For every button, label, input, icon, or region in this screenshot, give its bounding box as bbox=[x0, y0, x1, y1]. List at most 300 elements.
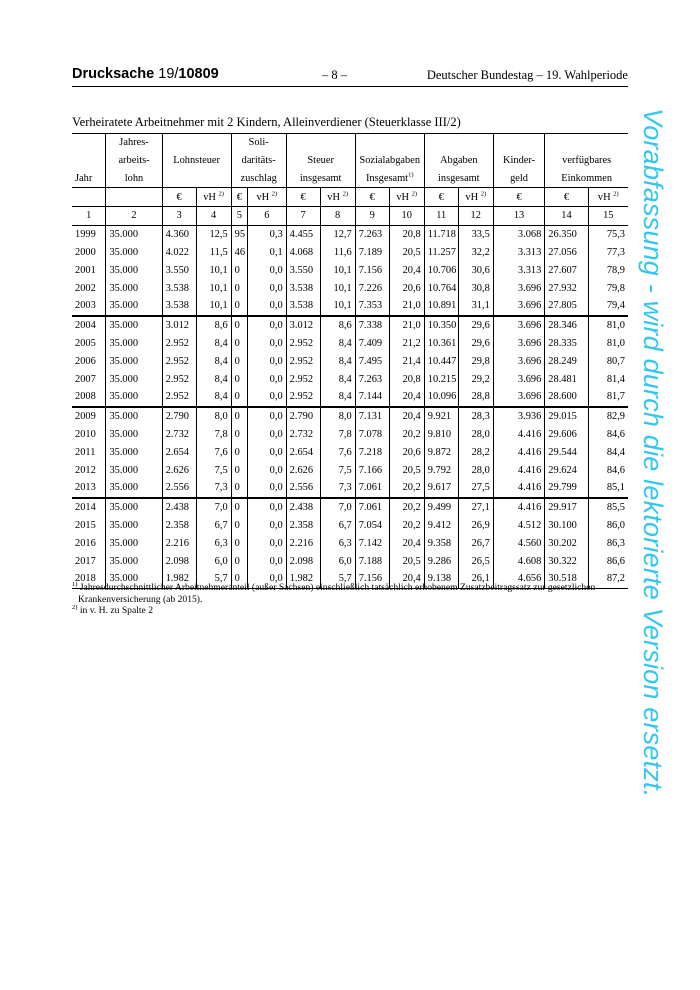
table-row bbox=[72, 479, 628, 498]
table-cell: 7,8 bbox=[320, 426, 355, 444]
table-cell: 35.000 bbox=[106, 535, 162, 553]
table-cell: 30.100 bbox=[545, 517, 588, 535]
table-cell: 7.078 bbox=[355, 426, 389, 444]
table-cell: 4.656 bbox=[493, 570, 545, 588]
table-cell: 10,1 bbox=[196, 279, 231, 297]
table-cell: 77,3 bbox=[606, 246, 625, 258]
table-cell: 27.932 bbox=[545, 279, 588, 297]
unit-euro: € bbox=[162, 188, 196, 207]
table-cell: 28.481 bbox=[545, 370, 588, 388]
footnote-2 bbox=[72, 605, 628, 617]
table-cell: 12,5 bbox=[196, 225, 231, 243]
table-cell: 10.215 bbox=[424, 370, 458, 388]
table-cell: 7.218 bbox=[355, 444, 389, 462]
table-cell: 21,2 bbox=[389, 335, 424, 353]
table-cell: 20,4 bbox=[389, 407, 424, 426]
table-cell: 0,0 bbox=[248, 498, 287, 517]
column-number-row bbox=[72, 207, 628, 226]
table-cell: 3.068 bbox=[493, 225, 545, 243]
table-cell: 10,1 bbox=[320, 262, 355, 280]
table-row bbox=[72, 353, 628, 371]
table-cell: 2.732 bbox=[162, 426, 196, 444]
table-cell: 2.952 bbox=[286, 335, 320, 353]
table-cell: 2.790 bbox=[162, 407, 196, 426]
watermark-text: Vorabfassung - wird durch die lektorierte Version ersetzt. bbox=[638, 108, 668, 798]
table-cell: 4.608 bbox=[493, 552, 545, 570]
table-cell: 2.626 bbox=[286, 461, 320, 479]
unit-vh-text: vH bbox=[203, 191, 216, 203]
table-cell: 9.138 bbox=[424, 570, 458, 588]
table-cell: 8,0 bbox=[196, 407, 231, 426]
table-cell: 2.732 bbox=[286, 426, 320, 444]
table-cell: 1.982 bbox=[286, 570, 320, 588]
table-cell: 7,0 bbox=[196, 498, 231, 517]
table-cell: 20,5 bbox=[389, 552, 424, 570]
table-cell: 2010 bbox=[72, 426, 106, 444]
unit-vh bbox=[248, 188, 287, 207]
table-cell: 79,4 bbox=[606, 300, 625, 312]
table-cell: 27,1 bbox=[458, 498, 493, 517]
header-abgaben-1: Abgaben bbox=[424, 152, 493, 170]
table-cell: 9.286 bbox=[424, 552, 458, 570]
table-cell: 2012 bbox=[72, 461, 106, 479]
table-cell: 0,0 bbox=[248, 335, 287, 353]
table-cell: 2.556 bbox=[286, 479, 320, 498]
table-cell: 0 bbox=[231, 262, 247, 280]
table-cell: 84,6 bbox=[606, 428, 625, 440]
unit-euro: € bbox=[545, 188, 588, 207]
table-cell: 9.792 bbox=[424, 461, 458, 479]
table-cell: 30.518 bbox=[545, 570, 588, 588]
table-cell: 2006 bbox=[72, 353, 106, 371]
table-cell: 20,5 bbox=[389, 244, 424, 262]
table-cell: 8,4 bbox=[196, 388, 231, 407]
table-cell: 85,1 bbox=[606, 482, 625, 494]
table-cell: 0,3 bbox=[248, 225, 287, 243]
table-cell: 2.216 bbox=[162, 535, 196, 553]
table-cell: 20,2 bbox=[389, 479, 424, 498]
table-cell: 2.952 bbox=[162, 353, 196, 371]
table-cell: 20,8 bbox=[389, 370, 424, 388]
table-cell: 3.696 bbox=[493, 297, 545, 316]
table-cell: 4.360 bbox=[162, 225, 196, 243]
table-cell: 20,2 bbox=[389, 426, 424, 444]
unit-euro: € bbox=[231, 188, 247, 207]
table-cell: 81,4 bbox=[606, 373, 625, 385]
col-number: 3 bbox=[162, 207, 196, 226]
table-cell: 0,0 bbox=[248, 370, 287, 388]
header-row-1 bbox=[72, 134, 628, 152]
doc-number-prefix: 19/ bbox=[158, 66, 179, 82]
table-cell: 46 bbox=[231, 244, 247, 262]
header-jahresarbeitslohn-1: Jahres- bbox=[106, 134, 162, 152]
col-number: 5 bbox=[231, 207, 247, 226]
unit-euro: € bbox=[424, 188, 458, 207]
table-cell: 6,0 bbox=[196, 552, 231, 570]
table-cell: 84,6 bbox=[606, 464, 625, 476]
col-number: 14 bbox=[545, 207, 588, 226]
table-cell: 35.000 bbox=[106, 444, 162, 462]
header-row-2 bbox=[72, 152, 628, 170]
doc-type: Drucksache bbox=[72, 66, 155, 82]
table-cell: 7.189 bbox=[355, 244, 389, 262]
table-cell: 10.706 bbox=[424, 262, 458, 280]
table-cell: 21,0 bbox=[389, 316, 424, 335]
table-cell: 78,9 bbox=[606, 264, 625, 276]
table-cell: 35.000 bbox=[106, 517, 162, 535]
col-number: 1 bbox=[72, 207, 106, 226]
table-cell: 27.056 bbox=[545, 244, 588, 262]
table-cell: 20,4 bbox=[389, 535, 424, 553]
table-row bbox=[72, 316, 628, 335]
footnote-ref-2: 2) bbox=[480, 190, 487, 198]
table-row bbox=[72, 297, 628, 316]
table-cell: 4.560 bbox=[493, 535, 545, 553]
table-cell: 0,0 bbox=[248, 444, 287, 462]
table-cell: 7.054 bbox=[355, 517, 389, 535]
table-caption: Verheiratete Arbeitnehmer mit 2 Kindern, Alleinverdiener (Steuerklasse III/2) bbox=[72, 115, 461, 129]
table-cell: 1999 bbox=[72, 225, 106, 243]
table-row bbox=[72, 498, 628, 517]
table-row bbox=[72, 552, 628, 570]
table-cell: 0 bbox=[231, 552, 247, 570]
table-cell: 2.358 bbox=[162, 517, 196, 535]
table-cell: 35.000 bbox=[106, 479, 162, 498]
table-cell: 28,3 bbox=[458, 407, 493, 426]
table-cell: 10.764 bbox=[424, 279, 458, 297]
table-cell: 10,1 bbox=[196, 297, 231, 316]
table-cell: 29,6 bbox=[458, 335, 493, 353]
table-cell: 20,6 bbox=[389, 444, 424, 462]
header-verfuegbar-1: verfügbares bbox=[562, 154, 612, 166]
table-cell: 87,2 bbox=[588, 570, 628, 588]
table-cell: 27.607 bbox=[545, 262, 588, 280]
col-number: 11 bbox=[424, 207, 458, 226]
table-cell: 2004 bbox=[72, 316, 106, 335]
table-cell: 7.166 bbox=[355, 461, 389, 479]
table-cell: 0,0 bbox=[248, 535, 287, 553]
table-cell: 8,4 bbox=[196, 370, 231, 388]
table-cell: 29.606 bbox=[545, 426, 588, 444]
header-kinder-2: geld bbox=[493, 170, 545, 188]
table-cell: 84,4 bbox=[606, 446, 625, 458]
table-cell: 27.805 bbox=[545, 297, 588, 316]
table-cell: 7,3 bbox=[320, 479, 355, 498]
footnote-1-text: Jahresdurchschnittlicher Arbeitnehmeranteil (außer Sachsen) einschließlich tatsächlich erhobenem Zusatzbeitragssatz zur gesetzlichen bbox=[79, 582, 596, 593]
table-cell: 30,8 bbox=[458, 279, 493, 297]
table-cell: 79,8 bbox=[606, 282, 625, 294]
table-cell: 7.142 bbox=[355, 535, 389, 553]
header-steuer-1: Steuer bbox=[286, 152, 355, 170]
table-cell: 35.000 bbox=[106, 353, 162, 371]
footnote-1-text-cont: Krankenversicherung (ab 2015). bbox=[78, 593, 203, 605]
table-cell: 3.696 bbox=[493, 335, 545, 353]
document-number bbox=[72, 66, 219, 82]
header-lohnsteuer: Lohnsteuer bbox=[162, 152, 231, 170]
page-header bbox=[72, 64, 628, 87]
table-cell: 3.313 bbox=[493, 244, 545, 262]
table-cell: 11.257 bbox=[424, 244, 458, 262]
footnote-2-mark: 2) bbox=[72, 604, 78, 612]
table-cell: 26,9 bbox=[458, 517, 493, 535]
col-number: 13 bbox=[493, 207, 545, 226]
table-cell: 29.544 bbox=[545, 444, 588, 462]
table-cell: 28,0 bbox=[458, 461, 493, 479]
table-cell: 31,1 bbox=[458, 297, 493, 316]
table-cell: 29.799 bbox=[545, 479, 588, 498]
table-cell: 0,0 bbox=[248, 461, 287, 479]
table-cell: 81,7 bbox=[606, 391, 625, 403]
table-cell: 29.917 bbox=[545, 498, 588, 517]
table-cell: 2.654 bbox=[162, 444, 196, 462]
table-cell: 0 bbox=[231, 370, 247, 388]
table-cell: 35.000 bbox=[106, 335, 162, 353]
table-cell: 35.000 bbox=[106, 552, 162, 570]
unit-euro: € bbox=[355, 188, 389, 207]
table-cell: 86,3 bbox=[606, 537, 625, 549]
table-cell: 9.358 bbox=[424, 535, 458, 553]
table-cell: 20,6 bbox=[389, 279, 424, 297]
table-cell: 10,1 bbox=[320, 279, 355, 297]
table-cell: 2014 bbox=[72, 498, 106, 517]
table-cell: 35.000 bbox=[106, 426, 162, 444]
table-cell: 35.000 bbox=[106, 461, 162, 479]
unit-vh bbox=[588, 188, 628, 207]
table-cell: 2.952 bbox=[162, 388, 196, 407]
table-cell: 2.438 bbox=[286, 498, 320, 517]
table-cell: 10.891 bbox=[424, 297, 458, 316]
table-cell: 35.000 bbox=[106, 297, 162, 316]
table-cell: 0 bbox=[231, 316, 247, 335]
table-cell: 10.361 bbox=[424, 335, 458, 353]
table-cell: 29,8 bbox=[458, 353, 493, 371]
table-cell: 29,2 bbox=[458, 370, 493, 388]
table-cell: 0 bbox=[231, 407, 247, 426]
table-cell: 7.495 bbox=[355, 353, 389, 371]
table-cell: 2009 bbox=[72, 407, 106, 426]
table-cell: 9.921 bbox=[424, 407, 458, 426]
table-cell: 35.000 bbox=[106, 570, 162, 588]
table-cell: 2016 bbox=[72, 535, 106, 553]
table-cell: 7.156 bbox=[355, 570, 389, 588]
table-cell: 7,5 bbox=[196, 461, 231, 479]
table-cell: 3.012 bbox=[286, 316, 320, 335]
table-cell: 2002 bbox=[72, 279, 106, 297]
table-cell: 9.499 bbox=[424, 498, 458, 517]
table-cell: 2003 bbox=[72, 297, 106, 316]
col-number: 15 bbox=[588, 207, 628, 226]
table-cell: 0 bbox=[231, 570, 247, 588]
table-cell: 81,0 bbox=[606, 337, 625, 349]
table-cell: 0 bbox=[231, 535, 247, 553]
table-body bbox=[72, 225, 628, 588]
table-cell: 2007 bbox=[72, 370, 106, 388]
unit-vh-text: vH bbox=[327, 191, 340, 203]
table-cell: 3.538 bbox=[286, 297, 320, 316]
table-cell: 7,6 bbox=[196, 444, 231, 462]
unit-vh bbox=[196, 188, 231, 207]
table-cell: 1.982 bbox=[162, 570, 196, 588]
table-cell: 35.000 bbox=[106, 316, 162, 335]
table-cell: 20,4 bbox=[389, 570, 424, 588]
income-table bbox=[72, 133, 628, 589]
col-number: 6 bbox=[248, 207, 287, 226]
table-cell: 9.412 bbox=[424, 517, 458, 535]
table-cell: 0 bbox=[231, 479, 247, 498]
table-cell: 28.249 bbox=[545, 353, 588, 371]
table-cell: 3.696 bbox=[493, 353, 545, 371]
table-cell: 21,4 bbox=[389, 353, 424, 371]
table-cell: 3.696 bbox=[493, 388, 545, 407]
table-cell: 7.188 bbox=[355, 552, 389, 570]
table-cell: 28,8 bbox=[458, 388, 493, 407]
table-cell: 0 bbox=[231, 297, 247, 316]
table-cell: 27,5 bbox=[458, 479, 493, 498]
table-cell: 20,2 bbox=[389, 517, 424, 535]
table-cell: 29.015 bbox=[545, 407, 588, 426]
table-cell: 2.626 bbox=[162, 461, 196, 479]
table-cell: 2.790 bbox=[286, 407, 320, 426]
table-cell: 7.131 bbox=[355, 407, 389, 426]
footnote-ref-2: 2) bbox=[271, 190, 278, 198]
col-number: 4 bbox=[196, 207, 231, 226]
table-cell: 2015 bbox=[72, 517, 106, 535]
footnote-ref-1: 1) bbox=[408, 171, 414, 179]
table-cell: 20,2 bbox=[389, 498, 424, 517]
table-cell: 3.550 bbox=[162, 262, 196, 280]
footnote-ref-2: 2) bbox=[411, 190, 418, 198]
unit-vh bbox=[458, 188, 493, 207]
table-cell: 86,0 bbox=[606, 519, 625, 531]
table-cell: 7,8 bbox=[196, 426, 231, 444]
header-sozial-1: Sozialabgaben bbox=[355, 152, 424, 170]
table-cell: 8,4 bbox=[196, 335, 231, 353]
table-row bbox=[72, 370, 628, 388]
table-cell: 2.654 bbox=[286, 444, 320, 462]
table-cell: 29,6 bbox=[458, 316, 493, 335]
footnote-ref-2: 2) bbox=[613, 190, 619, 198]
table-cell: 2018 bbox=[72, 570, 106, 588]
header-abgaben-2: insgesamt bbox=[424, 170, 493, 188]
table-cell: 8,4 bbox=[320, 335, 355, 353]
table-cell: 0 bbox=[231, 517, 247, 535]
unit-vh-text: vH bbox=[465, 191, 479, 203]
table-cell: 0,0 bbox=[248, 407, 287, 426]
table-cell: 2017 bbox=[72, 552, 106, 570]
table-cell: 35.000 bbox=[106, 279, 162, 297]
table-cell: 2013 bbox=[72, 479, 106, 498]
institution: Deutscher Bundestag – 19. Wahlperiode bbox=[426, 68, 628, 82]
table-cell: 0,0 bbox=[248, 388, 287, 407]
table-cell: 2.952 bbox=[286, 353, 320, 371]
table-row bbox=[72, 517, 628, 535]
header-jahresarbeitslohn-3: lohn bbox=[106, 170, 162, 188]
table-cell: 20,4 bbox=[389, 262, 424, 280]
header-verfuegbar-2: Einkommen bbox=[561, 172, 613, 184]
table-cell: 21,0 bbox=[389, 297, 424, 316]
table-cell: 10,1 bbox=[196, 262, 231, 280]
unit-row bbox=[72, 188, 628, 207]
table-cell: 0 bbox=[231, 335, 247, 353]
table-cell: 2.952 bbox=[162, 370, 196, 388]
col-number: 8 bbox=[320, 207, 355, 226]
col-number: 9 bbox=[355, 207, 389, 226]
table-cell: 20,5 bbox=[389, 461, 424, 479]
table-cell: 7,3 bbox=[196, 479, 231, 498]
table-cell: 8,0 bbox=[320, 407, 355, 426]
table-cell: 86,6 bbox=[606, 555, 625, 567]
table-cell: 5,7 bbox=[196, 570, 231, 588]
table-cell: 85,5 bbox=[588, 498, 628, 517]
footnote-1 bbox=[72, 582, 628, 605]
table-cell: 11,6 bbox=[320, 244, 355, 262]
header-sozial-2-text: Insgesamt bbox=[365, 172, 409, 184]
table-cell: 29.624 bbox=[545, 461, 588, 479]
table-cell: 28.346 bbox=[545, 316, 588, 335]
table-cell: 4.416 bbox=[493, 461, 545, 479]
table-cell: 26,5 bbox=[458, 552, 493, 570]
table-cell: 10.096 bbox=[424, 388, 458, 407]
table-cell: 3.936 bbox=[493, 407, 545, 426]
table-cell: 0,0 bbox=[248, 297, 287, 316]
table-cell: 35.000 bbox=[106, 388, 162, 407]
unit-vh bbox=[320, 188, 355, 207]
table-cell: 7.061 bbox=[355, 498, 389, 517]
table-cell: 7.144 bbox=[355, 388, 389, 407]
table-cell: 6,7 bbox=[320, 517, 355, 535]
header-jahr: Jahr bbox=[72, 170, 106, 188]
table-row bbox=[72, 461, 628, 479]
table-cell: 2.952 bbox=[162, 335, 196, 353]
table-cell: 32,2 bbox=[458, 244, 493, 262]
table-cell: 2008 bbox=[72, 388, 106, 407]
table-cell: 30,6 bbox=[458, 262, 493, 280]
table-cell: 30.202 bbox=[545, 535, 588, 553]
table-cell: 80,7 bbox=[606, 355, 625, 367]
table-cell: 8,4 bbox=[320, 370, 355, 388]
table-cell: 2.216 bbox=[286, 535, 320, 553]
table-cell: 28.600 bbox=[545, 388, 588, 407]
table-cell: 4.416 bbox=[493, 479, 545, 498]
table-cell: 6,3 bbox=[320, 535, 355, 553]
table-cell: 5,7 bbox=[320, 570, 355, 588]
table-cell: 7.226 bbox=[355, 279, 389, 297]
table-cell: 35.000 bbox=[106, 244, 162, 262]
table-row bbox=[72, 535, 628, 553]
table-cell: 3.538 bbox=[162, 297, 196, 316]
table-cell: 2.098 bbox=[286, 552, 320, 570]
footnote-1-mark: 1) bbox=[72, 580, 78, 588]
table-cell: 7,6 bbox=[320, 444, 355, 462]
table-cell: 2.952 bbox=[286, 370, 320, 388]
table-cell: 0 bbox=[231, 353, 247, 371]
table-cell: 3.538 bbox=[162, 279, 196, 297]
table-cell: 0,0 bbox=[248, 279, 287, 297]
table-cell: 0 bbox=[231, 444, 247, 462]
table-cell: 28,0 bbox=[458, 426, 493, 444]
header-steuer-2: insgesamt bbox=[286, 170, 355, 188]
header-soli-1: Soli- bbox=[231, 134, 286, 152]
table-row bbox=[72, 244, 628, 262]
table-cell: 4.416 bbox=[493, 444, 545, 462]
table-row bbox=[72, 225, 628, 243]
table-cell: 4.455 bbox=[286, 225, 320, 243]
table-cell: 0 bbox=[231, 388, 247, 407]
table-cell: 4.416 bbox=[493, 426, 545, 444]
footnote-ref-2: 2) bbox=[218, 190, 224, 198]
table-cell: 6,0 bbox=[320, 552, 355, 570]
table-cell: 81,0 bbox=[588, 316, 628, 335]
